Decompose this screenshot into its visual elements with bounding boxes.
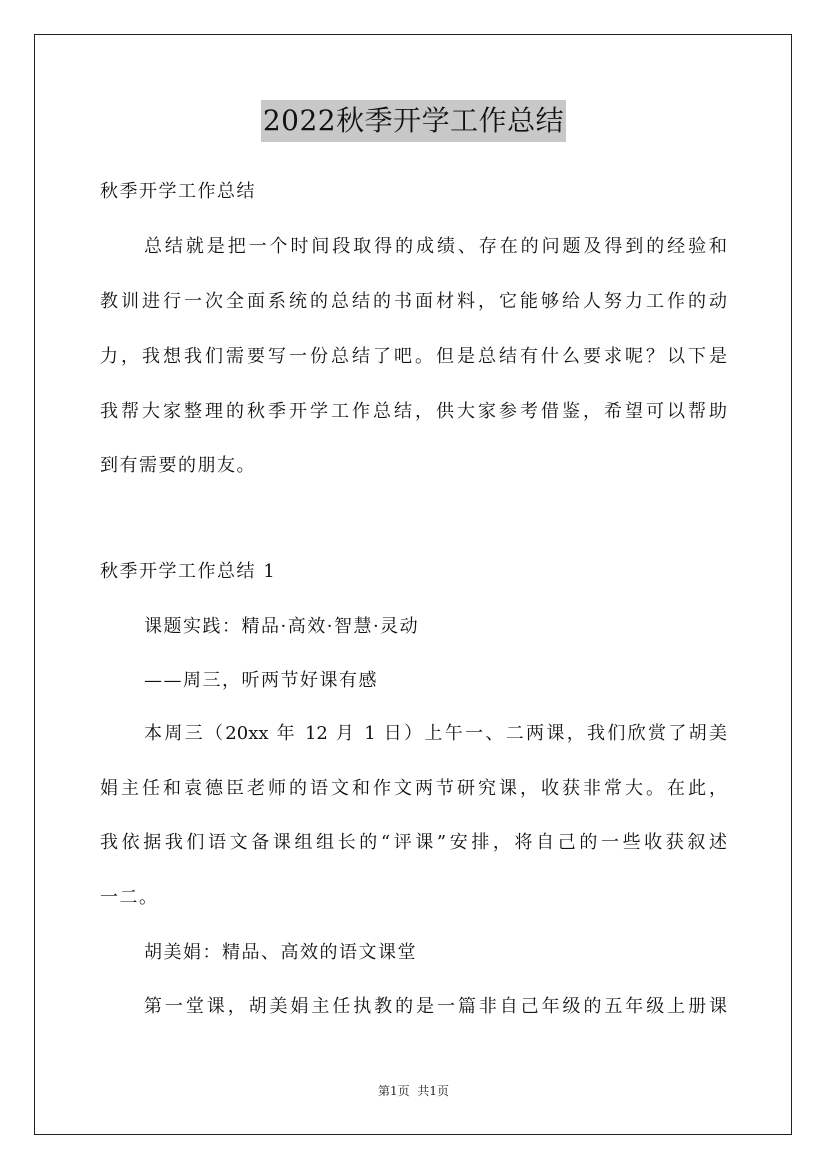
paragraph-line: 第一堂课，胡美娟主任执教的是一篇非自己年级的五年级上册课 <box>144 996 727 1017</box>
subtitle-line: ——周三，听两节好课有感 <box>144 670 378 691</box>
subtitle-line: 课题实践：精品·高效·智慧·灵动 <box>144 616 420 637</box>
page-total: 共1页 <box>417 1084 450 1098</box>
title-container <box>0 100 827 142</box>
section-heading: 秋季开学工作总结 1 <box>100 561 277 582</box>
paragraph-line: 我依据我们语文备课组组长的“评课”安排，将自己的一些收获叙述 <box>100 832 727 853</box>
paragraph-line: 教训进行一次全面系统的总结的书面材料，它能够给人努力工作的动 <box>100 291 727 312</box>
section-heading: 秋季开学工作总结 <box>100 181 256 202</box>
paragraph-line: 我帮大家整理的秋季开学工作总结，供大家参考借鉴，希望可以帮助 <box>100 401 727 422</box>
paragraph-line: 力，我想我们需要写一份总结了吧。但是总结有什么要求呢？以下是 <box>100 346 727 367</box>
page-footer <box>0 1082 827 1099</box>
paragraph-line: 总结就是把一个时间段取得的成绩、存在的问题及得到的经验和 <box>144 236 727 257</box>
subheading-line: 胡美娟：精品、高效的语文课堂 <box>144 942 417 963</box>
paragraph-line: 娟主任和袁德臣老师的语文和作文两节研究课，收获非常大。在此， <box>100 778 727 799</box>
document-title: 2022秋季开学工作总结 <box>261 100 566 142</box>
paragraph-line: 本周三（20xx 年 12 月 1 日）上午一、二两课，我们欣赏了胡美 <box>144 723 727 744</box>
paragraph-line: 一二。 <box>100 887 159 908</box>
paragraph-line: 到有需要的朋友。 <box>100 455 256 476</box>
page-number: 第1页 <box>377 1084 410 1098</box>
